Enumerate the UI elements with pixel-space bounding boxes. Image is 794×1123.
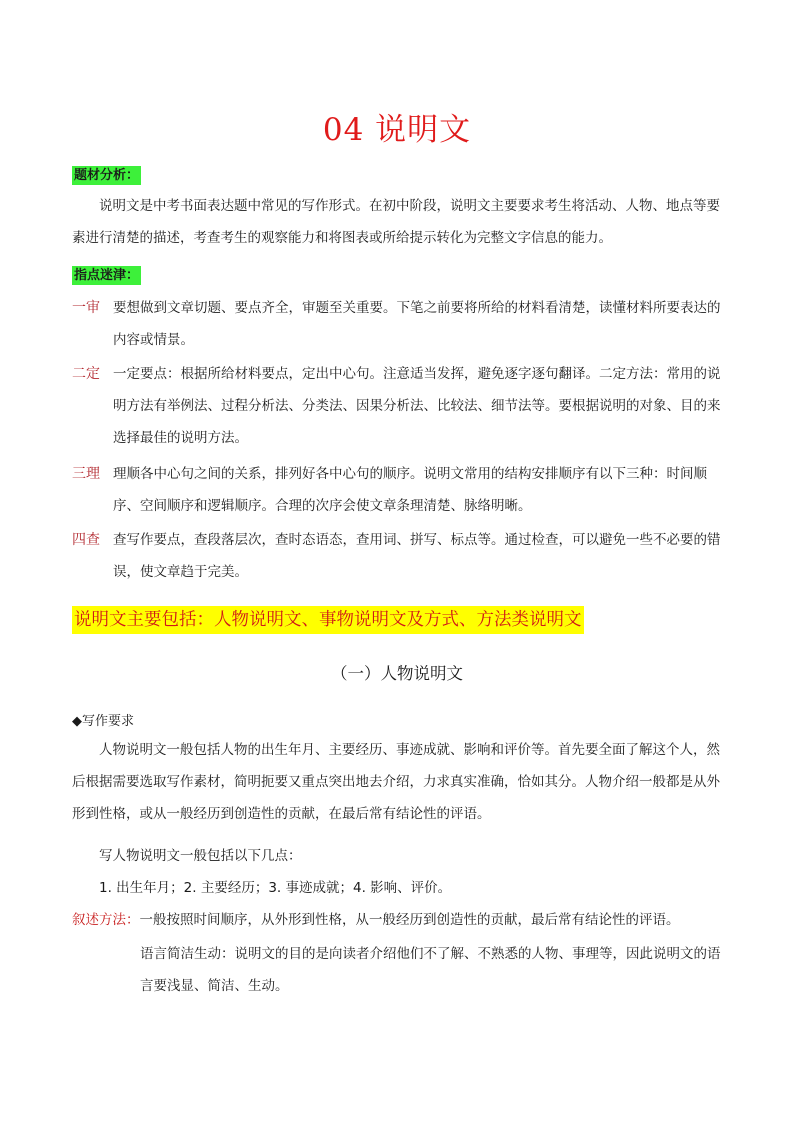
section-tag-analysis: 题材分析： — [74, 168, 140, 183]
writing-paragraph-2: 写人物说明文一般包括以下几点： — [99, 848, 302, 864]
analysis-paragraph: 说明文是中考书面表达题中常见的写作形式。在初中阶段，说明文主要要求考生将活动、人物、地点等要素进行清楚的描述，考查考生的观察能力和将图表或所给提示转化为完整文字信息的能力。 — [72, 198, 720, 246]
guide-item-text: 要想做到文章切题、要点齐全，审题至关重要。下笔之前要将所给的材料看清楚，读懂材料所要表达的内容或情景。 — [113, 300, 721, 348]
guide-item-label: 一审 — [72, 300, 100, 316]
guide-item-label: 二定 — [72, 366, 100, 382]
narrate-method-line — [72, 904, 732, 936]
highlight-summary: 说明文主要包括：人物说明文、事物说明文及方式、方法类说明文 — [72, 606, 584, 634]
narrate-method-label: 叙述方法： — [72, 912, 140, 928]
writing-paragraph-language: 语言简洁生动：说明文的目的是向读者介绍他们不了解、不熟悉的人物、事理等，因此说明文的语言要浅显、简洁、生动。 — [140, 946, 721, 994]
guide-item-text: 理顺各中心句之间的关系，排列好各中心句的顺序。说明文常用的结构安排顺序有以下三种：时间顺序、空间顺序和逻辑顺序。合理的次序会使文章条理清楚、脉络明晰。 — [113, 466, 707, 514]
narrate-method-text: 一般按照时间顺序，从外形到性格，从一般经历到创造性的贡献，最后常有结论性的评语。 — [139, 912, 680, 928]
writing-paragraph-1: 人物说明文一般包括人物的出生年月、主要经历、事迹成就、影响和评价等。首先要全面了解这个人，然后根据需要选取写作素材，简明扼要又重点突出地去介绍，力求真实准确，恰如其分。人物介绍一般都是从外形到性格，或从一般经历到创造性的贡献，在最后常有结论性的评语。 — [72, 742, 720, 822]
writing-points-list: 1. 出生年月；2. 主要经历；3. 事迹成就；4. 影响、评价。 — [99, 880, 452, 896]
writing-requirements-heading: ◆写作要求 — [72, 714, 134, 729]
page-title: 04 说明文 — [322, 112, 472, 148]
guide-item-label: 三理 — [72, 466, 100, 482]
section-subheading: （一）人物说明文 — [331, 664, 463, 683]
section-tag-guide: 指点迷津： — [74, 268, 140, 283]
guide-item-label: 四查 — [72, 532, 100, 548]
guide-item-text: 查写作要点，查段落层次，查时态语态，查用词、拼写、标点等。通过检查，可以避免一些不必要的错误，使文章趋于完美。 — [113, 532, 721, 580]
guide-item-text: 一定要点：根据所给材料要点，定出中心句。注意适当发挥，避免逐字逐句翻译。二定方法：常用的说明方法有举例法、过程分析法、分类法、因果分析法、比较法、细节法等。要根据说明的对象、目的来选择最佳的说明方法。 — [113, 366, 721, 446]
